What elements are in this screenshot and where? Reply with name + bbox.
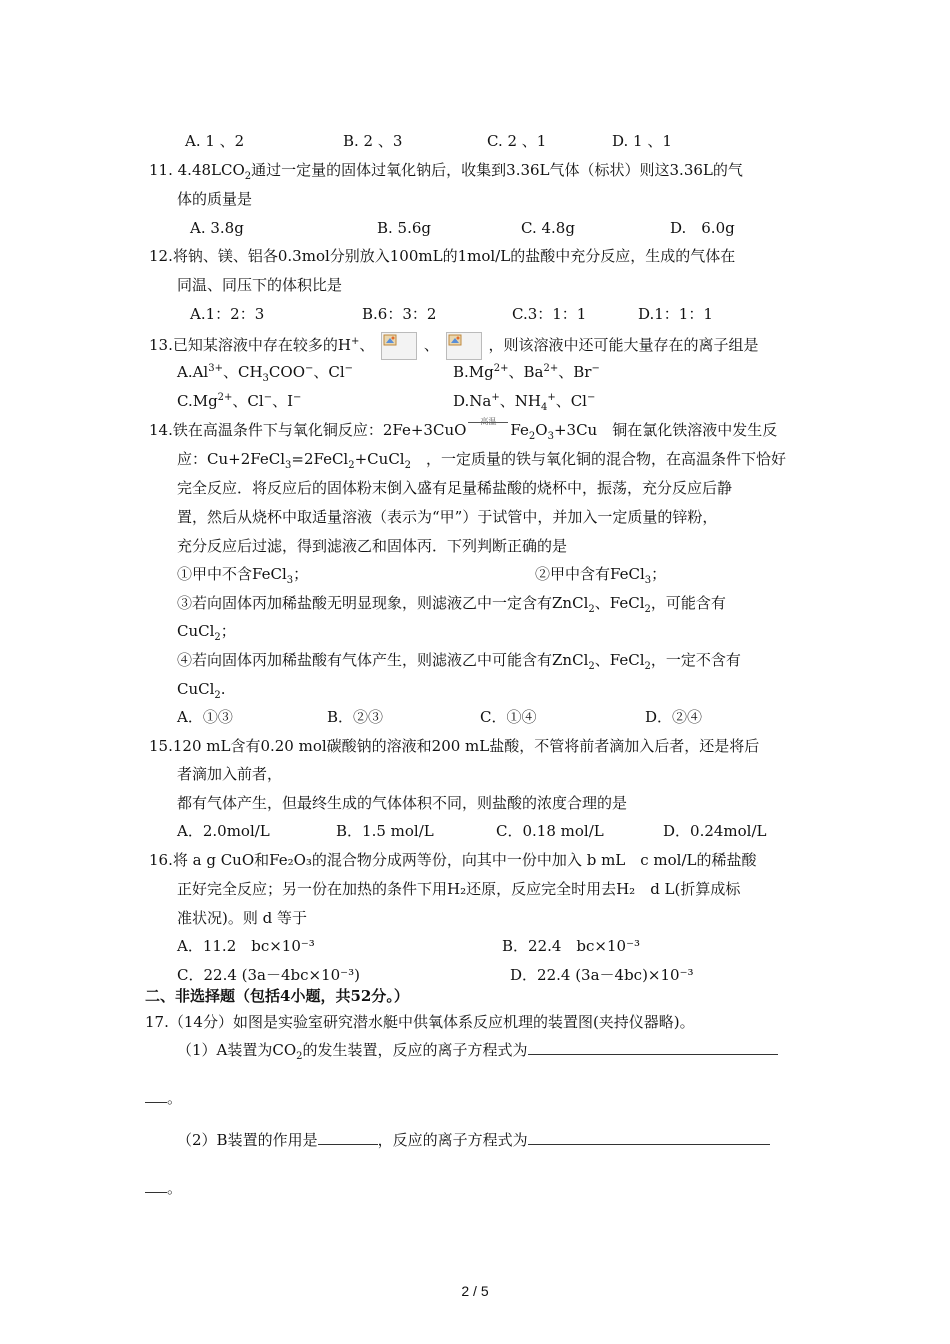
missing-image-icon [381, 332, 417, 360]
q10-option-d: D. 1 、1 [612, 132, 672, 150]
q10-option-c: C. 2 、1 [487, 132, 547, 150]
q17-part-1: （1）A装置为$CO_2$的发生装置，反应的离子方程式为 [177, 1040, 778, 1060]
q14-line-2: 应：Cu+2FeCl$_3$=2FeCl$_2$+CuCl$_2$ ，一定质量的铁与氧化铜的混合物，在高温条件下恰好 [177, 450, 786, 471]
q13-option-c: $C.Mg^{2+}$、Cl−、I− [177, 392, 302, 410]
page-number: 2 / 5 [461, 1283, 489, 1299]
q17-number: 17. [145, 1013, 169, 1031]
q11-line-2: 体的质量是 [177, 190, 253, 208]
q15-option-b: B．1.5 mol/L [336, 822, 434, 840]
q10-option-b: B. 2 、3 [343, 132, 403, 150]
answer-blank[interactable] [528, 1040, 778, 1055]
q17-part-2: （2）B装置的作用是 ，反应的离子方程式为 [177, 1130, 770, 1150]
q12-option-d: D.1：1：1 [638, 305, 713, 323]
q12-number: 12. [149, 247, 173, 265]
q14-statement-1: ①甲中不含FeCl$_3$； [177, 565, 309, 586]
q11-option-d: D. 6.0g [670, 219, 735, 237]
answer-blank[interactable] [318, 1130, 378, 1145]
q13-option-d: D.Na+、$NH_4^+$、Cl− [453, 392, 596, 413]
q11-option-a: A. 3.8g [190, 219, 244, 237]
q11-number: 11. [149, 161, 173, 179]
q16-line-1: 16.将 a g CuO和Fe₂O₃的混合物分成两等份，向其中一份中加入 b mL c mol/L的稀盐酸 [149, 851, 757, 869]
q16-line-2: 正好完全反应；另一份在加热的条件下用H₂还原，反应完全时用去H₂ d L(折算成标 [177, 880, 741, 898]
q11-option-c: C. 4.8g [521, 219, 575, 237]
q16-option-b: B．22.4 bc×10⁻³ [502, 937, 641, 955]
q12-line-1: 12.将钠、镁、铝各0.3mol分别放入100mL的1mol/L的盐酸中充分反应，生成的气体在 [149, 247, 736, 265]
q13-number: 13. [149, 336, 173, 354]
q14-line-1: 14.铁在高温条件下与氧化铜反应：2Fe+3CuO 高温 $Fe_2O_3+3Cu$ 铜在氯化铁溶液中发生反 [149, 417, 778, 442]
q12-option-c: C.3：1：1 [512, 305, 587, 323]
answer-blank[interactable] [145, 1178, 167, 1193]
q14-number: 14. [149, 421, 173, 439]
q15-option-c: C．0.18 mol/L [496, 822, 604, 840]
q16-option-c: C．22.4 (3a－4bc×10⁻³) [177, 966, 360, 984]
q14-statement-3: ③若向固体丙加稀盐酸无明显现象，则滤液乙中一定含有ZnCl$_2$、FeCl$_2$，可能含有 [177, 594, 726, 615]
q14-line-3: 完全反应．将反应后的固体粉末倒入盛有足量稀盐酸的烧杯中，振荡，充分反应后静 [177, 479, 733, 497]
q11-option-b: B. 5.6g [377, 219, 432, 237]
q15-number: 15. [149, 737, 173, 755]
answer-blank[interactable] [145, 1088, 167, 1103]
q15-line-2: 者滴加入前者， [177, 765, 283, 783]
q15-option-a: A．2.0mol/L [177, 822, 270, 840]
q14-line-4: 置，然后从烧杯中取适量溶液（表示为“甲”）于试管中，并加入一定质量的锌粉， [177, 508, 718, 526]
q12-option-b: B.6：3：2 [362, 305, 437, 323]
q13-option-a: $A.Al^{3+}$、$CH_3COO^-$、Cl− [177, 363, 354, 384]
q13-option-b: $B.Mg^{2+}$、$Ba^{2+}$、Br− [453, 363, 600, 381]
q17-part-2-end: 。 [145, 1178, 182, 1198]
q14-option-c: C．①④ [480, 708, 537, 726]
missing-image-icon [446, 332, 482, 360]
q11-line-1: 11. $4.48LCO_2$通过一定量的固体过氧化钠后，收集到3.36L气体（标状）则这3.36L的气 [149, 161, 743, 182]
q16-line-3: 准状况)。则 d 等于 [177, 909, 307, 927]
q15-option-d: D．0.24mol/L [663, 822, 767, 840]
q16-number: 16. [149, 851, 173, 869]
q17-intro: 17.（14分）如图是实验室研究潜水艇中供氧体系反应机理的装置图(夹持仪器略)。 [145, 1013, 695, 1031]
reaction-arrow: 高温 [466, 420, 510, 440]
q10-option-a: A. 1 、2 [185, 132, 245, 150]
q14-option-b: B．②③ [327, 708, 384, 726]
q14-line-5: 充分反应后过滤，得到滤液乙和固体丙．下列判断正确的是 [177, 537, 568, 555]
q12-option-a: A.1：2：3 [190, 305, 265, 323]
q15-line-1: 15.120 mL含有0.20 mol碳酸钠的溶液和200 mL盐酸，不管将前者滴加入后者，还是将后 [149, 737, 760, 755]
q16-option-a: A．11.2 bc×10⁻³ [177, 937, 315, 955]
q14-statement-2: ②甲中含有FeCl$_3$； [535, 565, 667, 586]
answer-blank[interactable] [528, 1130, 770, 1145]
q14-option-a: A．①③ [177, 708, 233, 726]
q14-statement-4: ④若向固体丙加稀盐酸有气体产生，则滤液乙中可能含有ZnCl$_2$、FeCl$_2$，一定不含有 [177, 651, 741, 672]
q15-line-3: 都有气体产生，但最终生成的气体体积不同，则盐酸的浓度合理的是 [177, 794, 628, 812]
section-title: 二、非选择题（包括4小题，共52分。） [145, 987, 409, 1005]
q14-statement-3-cont: CuCl$_2$； [177, 622, 236, 643]
q14-statement-4-cont: CuCl$_2$. [177, 680, 226, 701]
q16-option-d: D．22.4 (3a－4bc)×10⁻³ [510, 966, 694, 984]
q17-part-1-end: 。 [145, 1088, 182, 1108]
q13-line-1: 13.已知某溶液中存在较多的H+、 、 ，则该溶液中还可能大量存在的离子组是 [149, 332, 759, 360]
q12-line-2: 同温、同压下的体积比是 [177, 276, 343, 294]
q14-option-d: D．②④ [645, 708, 703, 726]
